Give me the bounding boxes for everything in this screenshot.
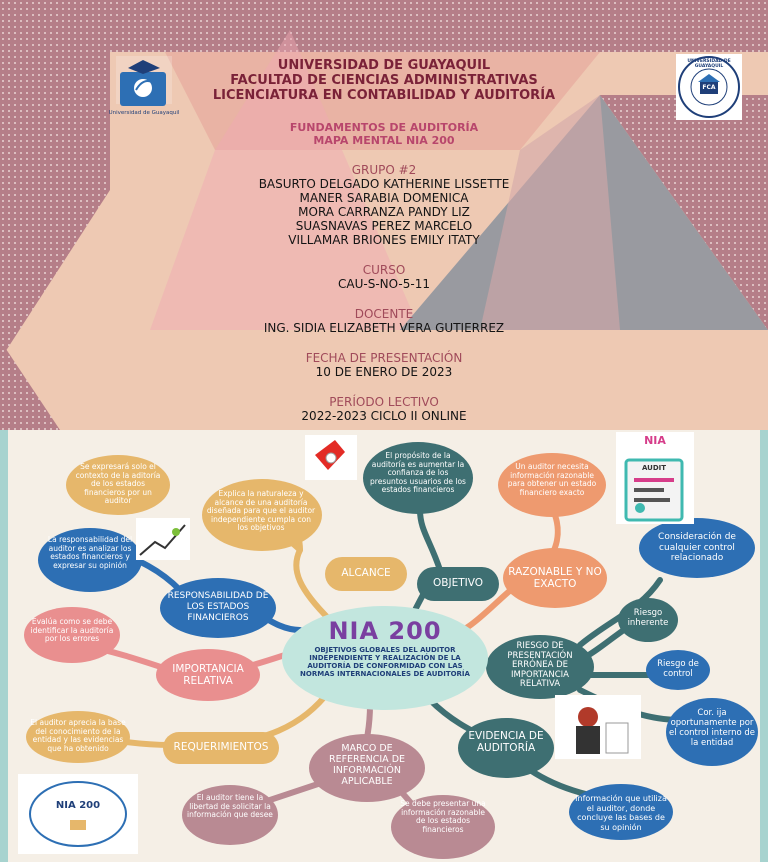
branch-objetivo-a xyxy=(420,510,440,570)
university-name: UNIVERSIDAD DE GUAYAQUIL xyxy=(277,58,491,73)
evid-label: EVIDENCIA DE AUDITORÍA xyxy=(468,730,544,754)
university-logo-caption: Universidad de Guayaquil xyxy=(108,110,180,116)
resp-a-text: La responsabilidad del auditor es analizar los estados financieros y expresar su opinión xyxy=(47,535,133,570)
center-title: NIA 200 xyxy=(328,617,442,645)
req-a-text: El auditor aprecia la base del conocimiento de la entidad y las evidencias que ha obtenido xyxy=(30,718,126,753)
member-1: BASURTO DELGADO KATHERINE LISSETTE xyxy=(258,177,510,191)
imp-a-text: Evalúa como se debe identificar la auditoría por los errores xyxy=(30,617,114,643)
teacher-label: DOCENTE xyxy=(354,307,414,321)
faculty-name: FACULTAD DE CIENCIAS ADMINISTRATIVAS xyxy=(230,73,538,88)
course-value: CAU-S-NO-5-11 xyxy=(338,277,430,291)
riesgo-c-text: Riesgo de control xyxy=(657,659,699,679)
alcance-label: ALCANCE xyxy=(341,567,391,579)
nia-badge-image xyxy=(18,774,138,854)
date-value: 10 DE ENERO DE 2023 xyxy=(315,365,453,379)
period-value: 2022-2023 CICLO II ONLINE xyxy=(301,409,467,423)
razonable-label: RAZONABLE Y NO EXACTO xyxy=(508,566,602,590)
alcance-b-text: Explica la naturaleza y alcance de una auditoría diseñada para que el auditor independiente cumpla con los objetivos xyxy=(206,489,316,532)
member-2: MANER SARABIA DOMENICA xyxy=(299,191,469,205)
nia-card-title: NIA xyxy=(644,434,666,447)
riesgo-d-text: Cor. ija oportunamente por el control interno de la entidad xyxy=(668,708,756,748)
faculty-logo-ring: UNIVERSIDAD DE GUAYAQUIL xyxy=(687,59,731,69)
riesgo-a-text: Consideración de cualquier control relacionado xyxy=(658,532,736,563)
resp-label: RESPONSABILIDAD DE LOS ESTADOS FINANCIEROS xyxy=(167,591,269,623)
nia-card-subtitle: AUDIT xyxy=(641,464,667,472)
subject-name: FUNDAMENTOS DE AUDITORÍA xyxy=(289,121,479,134)
objetivo-label: OBJETIVO xyxy=(433,577,483,589)
growth-figure xyxy=(136,518,190,560)
center-text: OBJETIVOS GLOBALES DEL AUDITOR INDEPENDIENTE Y REALIZACIÓN DE LA AUDITORÍA DE CONFORMIDAD CON LAS NORMAS INTERNACIONALES DE AUDITORÍA xyxy=(300,646,470,678)
member-5: VILLAMAR BRIONES EMILY ITATY xyxy=(288,233,480,247)
cover-page xyxy=(0,0,768,430)
member-4: SUASNAVAS PEREZ MARCELO xyxy=(295,219,473,233)
teacher-value: ING. SIDIA ELIZABETH VERA GUTIERREZ xyxy=(263,321,505,335)
evid-a-text: Información que utiliza el auditor, donde concluye las bases de su opinión xyxy=(575,794,667,832)
nia-badge-label: NIA 200 xyxy=(55,800,101,811)
faculty-logo-center: FCA xyxy=(702,84,716,91)
marco-a-text: El auditor tiene la libertad de solicitar la información que desee xyxy=(187,793,273,819)
alcance-a-text: Se expresará solo el contexto de la aditoría de los estados financieros por un auditor xyxy=(75,462,161,505)
imp-label: IMPORTANCIA RELATIVA xyxy=(172,663,244,687)
puzzle-figure xyxy=(305,435,357,480)
date-label: FECHA DE PRESENTACIÓN xyxy=(305,351,463,365)
period-label: PERÍODO LECTIVO xyxy=(329,395,439,409)
marco-label: MARCO DE REFERENCIA DE INFORMACIÓN APLICABLE xyxy=(328,743,406,787)
mind-map xyxy=(0,430,768,862)
riesgo-b-text: Riesgo inherente xyxy=(627,608,669,628)
course-label: CURSO xyxy=(362,263,406,277)
objetivo-a-text: El propósito de la auditoría es aumentar la confianza de los presuntos usuarios de los estados financieros xyxy=(370,451,466,494)
razonable-a-text: Un auditor necesita información razonable para obtener un estado financiero exacto xyxy=(507,462,597,497)
req-label: REQUERIMIENTOS xyxy=(173,741,269,753)
cover-text xyxy=(0,58,768,423)
riesgo-label: RIESGO DE PRESENTACIÓN ERRÓNEA DE IMPORTANCIA RELATIVA xyxy=(507,641,573,689)
branch-alcance xyxy=(296,550,330,620)
group-label: GRUPO #2 xyxy=(351,163,417,177)
auditor-photo xyxy=(555,695,641,759)
member-3: MORA CARRANZA PANDY LIZ xyxy=(298,205,470,219)
marco-b-text: Se debe presentar una información razonable de los estados financieros xyxy=(400,799,486,834)
topic-name: MAPA MENTAL NIA 200 xyxy=(313,134,455,147)
career-name: LICENCIATURA EN CONTABILIDAD Y AUDITORÍA xyxy=(212,88,556,103)
